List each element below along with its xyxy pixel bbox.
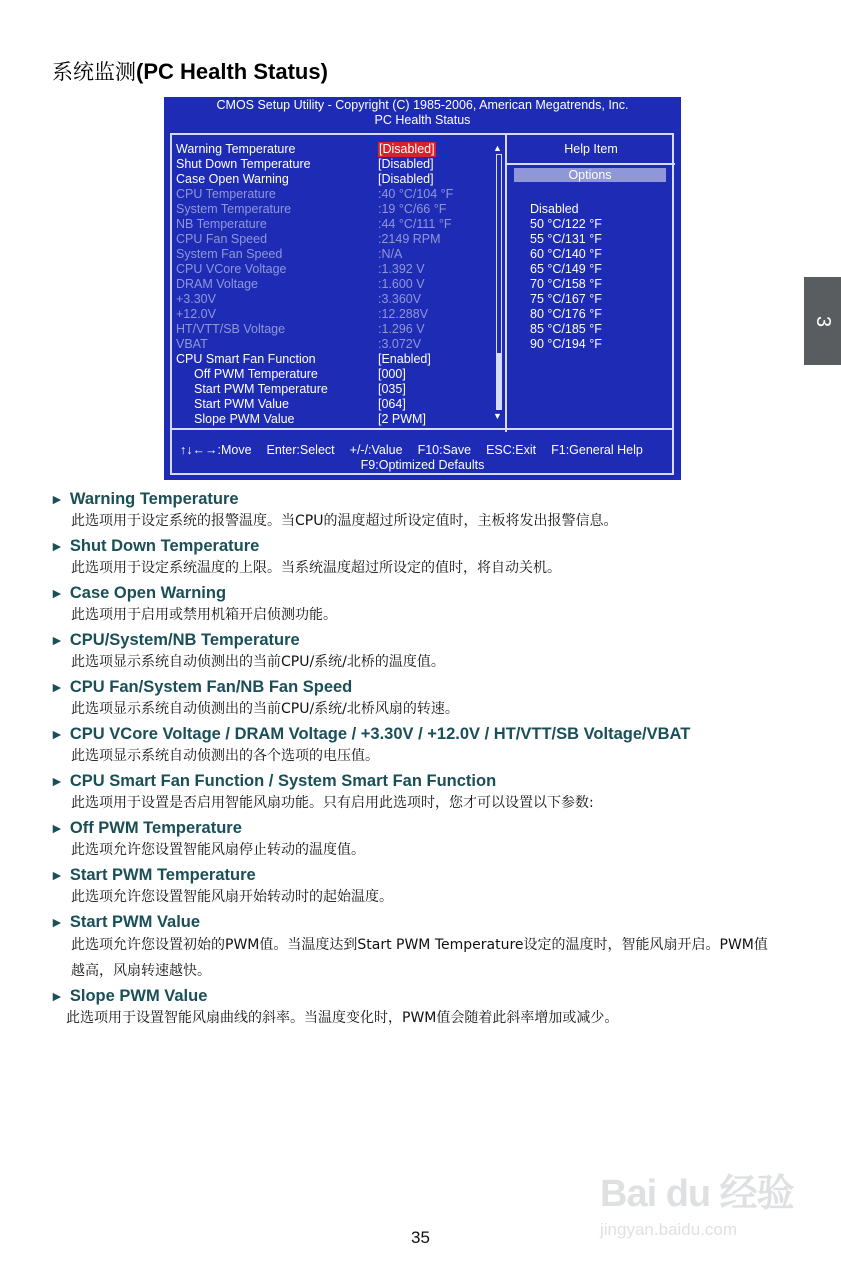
- bios-row-ht-vtt-sb-voltage: HT/VTT/SB Voltage :1.296 V: [176, 322, 425, 336]
- desc-item: [50, 678, 810, 722]
- bios-row-cpu-temperature: CPU Temperature :40 °C/104 °F: [176, 187, 454, 201]
- help-option: 80 °C/176 °F: [530, 307, 602, 321]
- page-title-en: (PC Health Status): [136, 59, 328, 84]
- desc-title: Warning Temperature: [69, 490, 239, 508]
- watermark: [600, 1152, 800, 1252]
- bios-key-legend: [180, 443, 643, 457]
- descriptions-list: [50, 488, 810, 1034]
- bios-header: [164, 97, 681, 128]
- bios-row-cpu-smart-fan[interactable]: CPU Smart Fan Function [Enabled]: [176, 352, 431, 366]
- desc-text: 此选项允许您设置初始的PWM值。当温度达到Start PWM Temperature设定的温度时，智能风扇开启。PWM值越高，风扇转速越快。: [71, 937, 768, 979]
- page-title: [52, 56, 328, 86]
- bios-row-warning-temperature[interactable]: Warning Temperature [Disabled]: [176, 142, 435, 156]
- watermark-url: jingyan.baidu.com: [600, 1220, 738, 1239]
- bios-row-case-open-warning[interactable]: Case Open Warning [Disabled]: [176, 172, 434, 186]
- bullet-arrow-icon: ►: [50, 867, 64, 883]
- desc-title: Start PWM Temperature: [69, 866, 256, 884]
- desc-title: Start PWM Value: [69, 913, 201, 931]
- desc-text: 此选项显示系统自动侦测出的当前CPU/系统/北桥风扇的转速。: [71, 701, 459, 717]
- desc-text: 此选项用于设置是否启用智能风扇功能。只有启用此选项时，您才可以设置以下参数:: [71, 795, 594, 811]
- desc-item: [50, 490, 810, 534]
- bios-row-12v: +12.0V :12.288V: [176, 307, 429, 321]
- scroll-down-arrow-icon[interactable]: ▼: [493, 411, 502, 421]
- desc-title: Shut Down Temperature: [69, 537, 260, 555]
- desc-item: [50, 772, 810, 816]
- bios-row-3v3: +3.30V :3.360V: [176, 292, 422, 306]
- help-option: 65 °C/149 °F: [530, 262, 602, 276]
- key-value: +/-/:Value: [349, 443, 403, 457]
- bullet-arrow-icon: ►: [50, 632, 64, 648]
- bios-row-system-temperature: System Temperature :19 °C/66 °F: [176, 202, 447, 216]
- help-options-list: [530, 202, 602, 352]
- watermark-logo: Bai du 经验: [600, 1173, 794, 1215]
- bios-header-page: PC Health Status: [374, 113, 471, 127]
- bullet-arrow-icon: ►: [50, 491, 64, 507]
- desc-text: 此选项用于设置智能风扇曲线的斜率。当温度变化时，PWM值会随着此斜率增加或减少。: [66, 1010, 619, 1026]
- bios-row-off-pwm-temperature[interactable]: Off PWM Temperature [000]: [194, 367, 406, 381]
- bios-row-cpu-fan-speed: CPU Fan Speed :2149 RPM: [176, 232, 441, 246]
- bullet-arrow-icon: ►: [50, 726, 64, 742]
- bios-row-shut-down-temperature[interactable]: Shut Down Temperature [Disabled]: [176, 157, 434, 171]
- selected-value[interactable]: [Disabled]: [379, 142, 435, 156]
- desc-title: Off PWM Temperature: [69, 819, 242, 837]
- bios-row-system-fan-speed: System Fan Speed :N/A: [176, 247, 403, 261]
- bullet-arrow-icon: ►: [50, 820, 64, 836]
- scroll-up-arrow-icon[interactable]: ▲: [493, 143, 502, 153]
- scroll-thumb[interactable]: [496, 154, 502, 354]
- desc-item: [50, 866, 810, 910]
- desc-item: [50, 537, 810, 581]
- key-optimized-defaults: F9:Optimized Defaults: [360, 458, 485, 472]
- desc-text: 此选项用于设定系统温度的上限。当系统温度超过所设定的值时，将自动关机。: [71, 560, 561, 576]
- desc-item: [50, 725, 810, 769]
- key-help: F1:General Help: [551, 443, 643, 457]
- bios-settings-list: [176, 142, 506, 427]
- bios-row-dram-voltage: DRAM Voltage :1.600 V: [176, 277, 425, 291]
- chapter-tab: 3: [804, 277, 841, 365]
- bullet-arrow-icon: ►: [50, 988, 64, 1004]
- bullet-arrow-icon: ►: [50, 585, 64, 601]
- help-panel-divider: [505, 135, 507, 432]
- help-item-title: Help Item: [564, 142, 618, 156]
- bios-row-cpu-vcore-voltage: CPU VCore Voltage :1.392 V: [176, 262, 425, 276]
- desc-title: CPU/System/NB Temperature: [69, 631, 300, 649]
- bios-row-vbat: VBAT :3.072V: [176, 337, 422, 351]
- desc-item: [50, 987, 810, 1031]
- desc-text: 此选项显示系统自动侦测出的各个选项的电压值。: [71, 748, 379, 764]
- key-save: F10:Save: [417, 443, 472, 457]
- bios-row-nb-temperature: NB Temperature :44 °C/111 °F: [176, 217, 452, 231]
- desc-item: [50, 819, 810, 863]
- desc-text: 此选项显示系统自动侦测出的当前CPU/系统/北桥的温度值。: [71, 654, 445, 670]
- bios-header-copyright: CMOS Setup Utility - Copyright (C) 1985-2006, American Megatrends, Inc.: [216, 98, 629, 112]
- bios-row-slope-pwm-value[interactable]: Slope PWM Value [2 PWM]: [194, 412, 426, 426]
- desc-title: Case Open Warning: [69, 584, 227, 602]
- desc-title: CPU Smart Fan Function / System Smart Fan Function: [69, 772, 497, 790]
- key-move: ↑↓←→:Move: [180, 443, 252, 457]
- desc-text: 此选项用于设定系统的报警温度。当CPU的温度超过所设定值时，主板将发出报警信息。: [71, 513, 618, 529]
- bullet-arrow-icon: ►: [50, 538, 64, 554]
- help-option: 85 °C/185 °F: [530, 322, 602, 336]
- desc-item: [50, 631, 810, 675]
- key-exit: ESC:Exit: [486, 443, 537, 457]
- page-title-zh: 系统监测: [52, 60, 136, 84]
- desc-title: CPU VCore Voltage / DRAM Voltage / +3.30V / +12.0V / HT/VTT/SB Voltage/VBAT: [69, 725, 691, 743]
- help-option: 90 °C/194 °F: [530, 337, 602, 351]
- bios-row-start-pwm-temperature[interactable]: Start PWM Temperature [035]: [194, 382, 406, 396]
- bullet-arrow-icon: ►: [50, 914, 64, 930]
- desc-item: [50, 584, 810, 628]
- bullet-arrow-icon: ►: [50, 679, 64, 695]
- desc-text: 此选项允许您设置智能风扇开始转动时的起始温度。: [71, 889, 393, 905]
- help-option: 60 °C/140 °F: [530, 247, 602, 261]
- key-select: Enter:Select: [266, 443, 335, 457]
- desc-text: 此选项用于启用或禁用机箱开启侦测功能。: [71, 607, 337, 623]
- bios-scrollbar[interactable]: [493, 143, 502, 421]
- page-number: 35: [411, 1228, 430, 1247]
- help-option: Disabled: [530, 202, 579, 216]
- help-title-divider: [507, 163, 675, 165]
- help-options-label: Options: [514, 168, 666, 182]
- help-option: 75 °C/167 °F: [530, 292, 602, 306]
- help-option: 55 °C/131 °F: [530, 232, 602, 246]
- desc-item: [50, 913, 810, 984]
- help-option: 50 °C/122 °F: [530, 217, 602, 231]
- help-option: 70 °C/158 °F: [530, 277, 602, 291]
- desc-title: CPU Fan/System Fan/NB Fan Speed: [69, 678, 353, 696]
- bullet-arrow-icon: ►: [50, 773, 64, 789]
- desc-title: Slope PWM Value: [69, 987, 208, 1005]
- bios-screen: [164, 97, 681, 480]
- bios-row-start-pwm-value[interactable]: Start PWM Value [064]: [194, 397, 406, 411]
- desc-text: 此选项允许您设置智能风扇停止转动的温度值。: [71, 842, 365, 858]
